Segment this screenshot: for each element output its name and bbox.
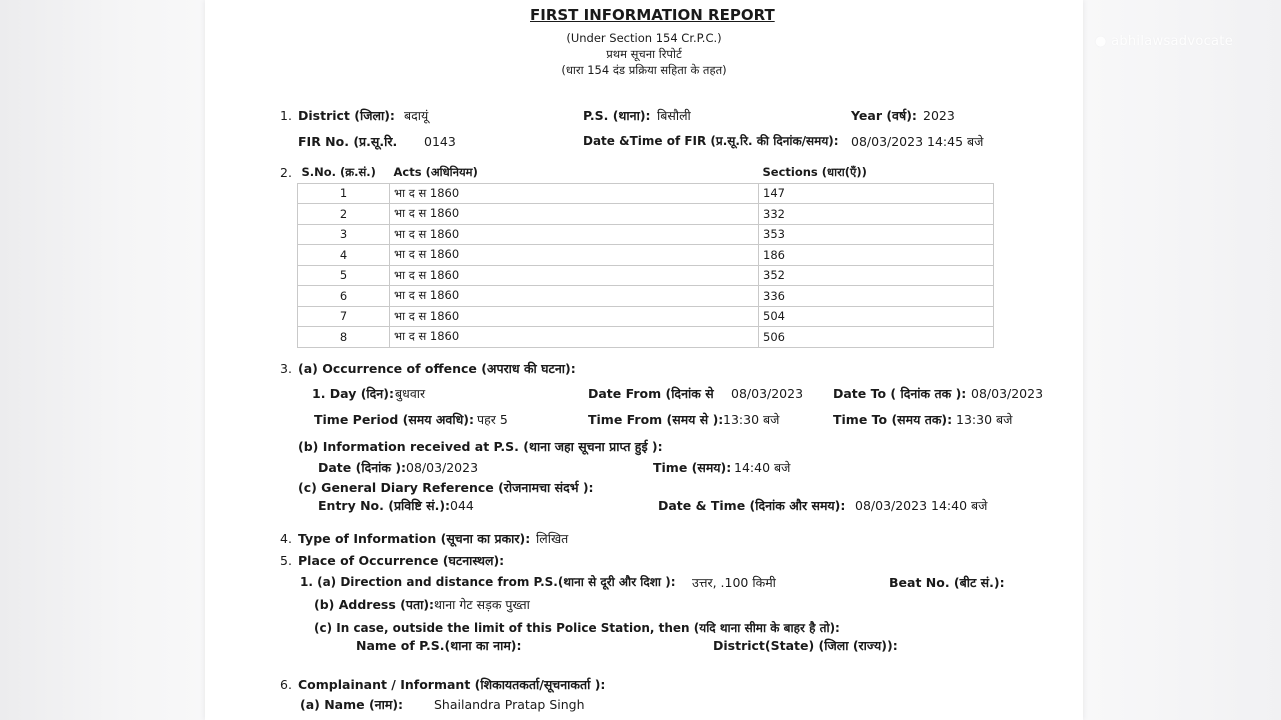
complainant-name-value: Shailandra Pratap Singh [434,697,585,712]
time-period-value: पहर 5 [477,412,508,427]
day-label: 1. Day (दिन): [312,386,394,401]
section-5-number: 5. [280,553,292,568]
section-4-number: 4. [280,531,292,546]
type-of-information-value: लिखित [536,531,569,546]
document-subtitle-hindi: प्रथम सूचना रिपोर्ट [606,47,682,61]
beat-number-label: Beat No. (बीट सं.): [889,575,1005,590]
fir-number-label: FIR No. (प्र.सू.रि. [298,134,398,149]
cell-section: 336 [759,286,994,307]
info-date-value: 08/03/2023 [406,460,479,475]
cell-section: 147 [759,183,994,204]
background-right [1083,0,1281,720]
section-2-number: 2. [280,165,292,180]
document-subtitle-hindi-section: (धारा 154 दंड प्रक्रिया सहिता के तहत) [561,63,727,77]
fir-number-value: 0143 [424,134,456,149]
date-from-value: 08/03/2023 [731,386,804,401]
cell-act: भा द स 1860 [390,265,759,286]
document-subtitle-section: (Under Section 154 Cr.P.C.) [566,31,722,45]
cell-sno: 4 [298,245,390,266]
complainant-name-label: (a) Name (नाम): [300,697,404,712]
table-header-row [298,163,994,183]
cell-section: 332 [759,204,994,225]
column-header-acts: Acts (अधिनियम) [390,163,759,183]
section-6-number: 6. [280,677,292,692]
address-value: थाना गेट सड़क पुख्ता [434,597,530,612]
year-value: 2023 [923,108,955,123]
column-header-sno: S.No. (क्र.सं.) [298,163,390,183]
entry-number-value: 044 [450,498,474,513]
cell-sno: 8 [298,327,390,348]
ps-value: बिसौली [657,108,691,123]
cell-act: भा द स 1860 [390,306,759,327]
info-received-heading: (b) Information received at P.S. (थाना जहा सूचना प्राप्त हुई ): [298,439,663,454]
cell-act: भा द स 1860 [390,224,759,245]
cell-section: 353 [759,224,994,245]
time-from-label: Time From (समय से ): [588,412,724,427]
fir-datetime-label: Date &Time of FIR (प्र.सू.रि. की दिनांक/समय): [583,134,839,148]
cell-act: भा द स 1860 [390,183,759,204]
entry-number-label: Entry No. (प्रविष्टि सं.): [318,498,451,513]
time-to-value: 13:30 बजे [956,412,1013,427]
diary-datetime-value: 08/03/2023 14:40 बजे [855,498,988,513]
cell-act: भा द स 1860 [390,286,759,307]
date-from-label: Date From (दिनांक से [588,386,714,401]
cell-section: 352 [759,265,994,286]
year-label: Year (वर्ष): [851,108,917,123]
channel-watermark: ● abhilawsadvocate [1095,34,1234,49]
table-row [298,224,994,245]
fir-document-page [205,0,1083,720]
table-row [298,183,994,204]
section-3-number: 3. [280,361,292,376]
table-row [298,204,994,225]
outside-limit-label: (c) In case, outside the limit of this Police Station, then (यदि थाना सीमा के बाहर है तो): [314,621,840,635]
time-period-label: Time Period (समय अवधि): [314,412,475,427]
fir-datetime-value: 08/03/2023 14:45 बजे [851,134,984,149]
cell-sno: 7 [298,306,390,327]
table-row [298,245,994,266]
type-of-information-label: Type of Information (सूचना का प्रकार): [298,531,531,546]
date-to-label: Date To ( दिनांक तक ): [833,386,967,401]
section-1-number: 1. [280,108,292,123]
direction-distance-value: उत्तर, .100 किमी [692,575,776,590]
cell-section: 504 [759,306,994,327]
info-date-label: Date (दिनांक ): [318,460,407,475]
info-time-value: 14:40 बजे [734,460,791,475]
district-value: बदायूं [404,108,429,123]
table-row [298,306,994,327]
cell-section: 186 [759,245,994,266]
diary-datetime-label: Date & Time (दिनांक और समय): [658,498,846,513]
document-title: FIRST INFORMATION REPORT [530,6,775,24]
cell-act: भा द स 1860 [390,327,759,348]
cell-sno: 3 [298,224,390,245]
cell-act: भा द स 1860 [390,245,759,266]
place-of-occurrence-label: Place of Occurrence (घटनास्थल): [298,553,505,568]
general-diary-heading: (c) General Diary Reference (रोजनामचा संदर्भ ): [298,480,594,495]
column-header-sections: Sections (धारा(एँ)) [759,163,994,183]
cell-sno: 5 [298,265,390,286]
cell-sno: 1 [298,183,390,204]
direction-distance-label: 1. (a) Direction and distance from P.S.(थाना से दूरी और दिशा ): [300,575,676,589]
complainant-heading: Complainant / Informant (शिकायतकर्ता/सूचनाकर्ता ): [298,677,606,692]
cell-sno: 2 [298,204,390,225]
day-value: बुधवार [395,386,426,401]
cell-act: भा द स 1860 [390,204,759,225]
time-to-label: Time To (समय तक): [833,412,953,427]
cell-sno: 6 [298,286,390,307]
time-from-value: 13:30 बजे [723,412,780,427]
table-row [298,286,994,307]
address-label: (b) Address (पता): [314,597,435,612]
cell-section: 506 [759,327,994,348]
date-to-value: 08/03/2023 [971,386,1044,401]
district-state-label: District(State) (जिला (राज्य)): [713,638,898,653]
ps-name-label: Name of P.S.(थाना का नाम): [356,638,522,653]
info-time-label: Time (समय): [653,460,732,475]
ps-label: P.S. (थाना): [583,108,651,123]
district-label: District (जिला): [298,108,395,123]
table-row [298,265,994,286]
acts-sections-table [297,163,994,348]
background-left [0,0,205,720]
occurrence-heading: (a) Occurrence of offence (अपराध की घटना): [298,361,576,376]
table-row [298,327,994,348]
